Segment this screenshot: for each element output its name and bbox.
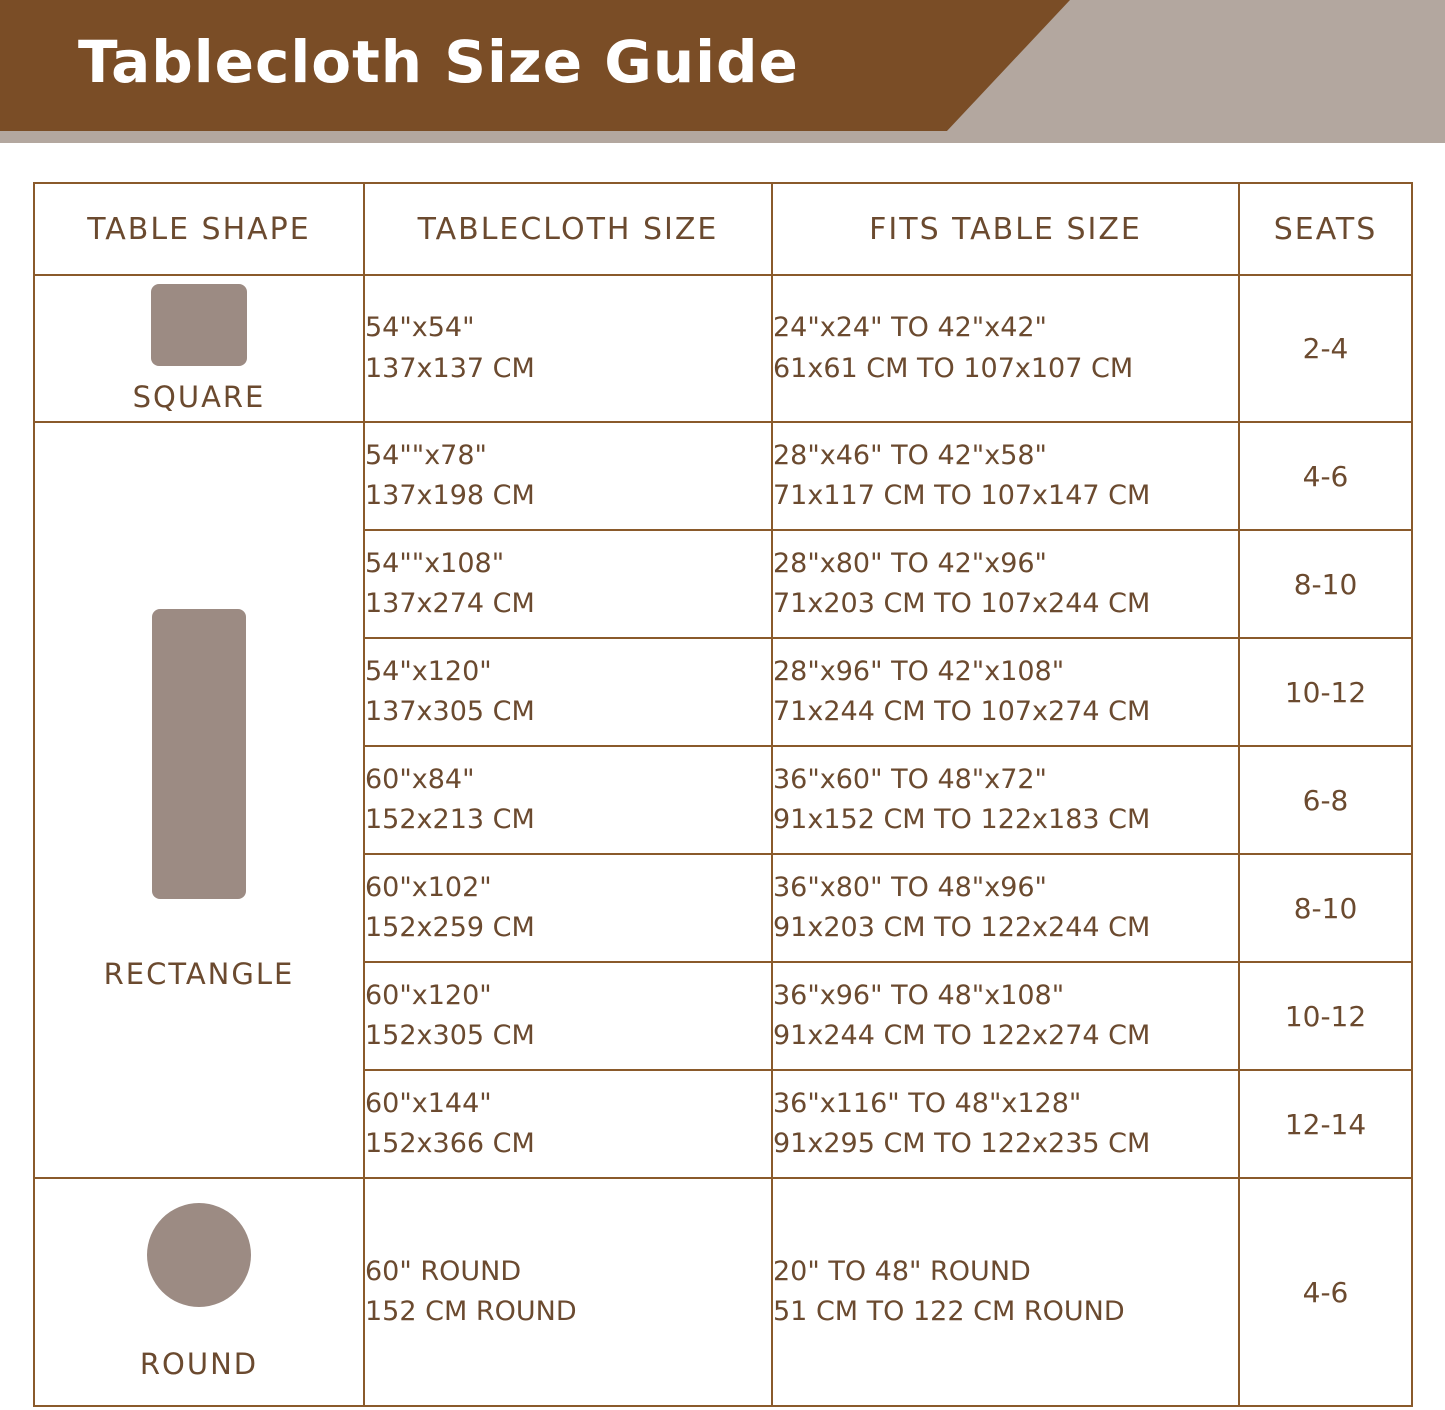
fits-cm: 91x203 CM TO 122x244 CM [773, 912, 1151, 943]
column-header-table-shape: TABLE SHAPE [34, 183, 364, 275]
fits-inches: 28"x46" TO 42"x58" [773, 439, 1047, 471]
seats-cell: 12-14 [1239, 1070, 1412, 1178]
fits-cm: 61x61 CM TO 107x107 CM [773, 352, 1134, 384]
fits-cm: 71x203 CM TO 107x244 CM [773, 588, 1151, 619]
fits-table-size-cell [772, 638, 1239, 746]
seats-cell: 8-10 [1239, 530, 1412, 638]
tablecloth-size-cell [364, 530, 772, 638]
tablecloth-size-cell [364, 854, 772, 962]
round-shape-icon [147, 1203, 251, 1307]
fits-inches: 36"x96" TO 48"x108" [773, 979, 1065, 1011]
size-cm: 137x274 CM [365, 588, 535, 619]
shape-cell-rectangle [34, 422, 364, 1178]
size-cm: 137x137 CM [365, 352, 535, 384]
shape-label-square: SQUARE [132, 379, 266, 414]
fits-inches: 36"x80" TO 48"x96" [773, 871, 1047, 903]
seats-cell: 4-6 [1239, 1178, 1412, 1406]
size-inches: 60"x144" [365, 1087, 492, 1119]
fits-cm: 71x244 CM TO 107x274 CM [773, 696, 1151, 727]
tablecloth-size-cell [364, 1070, 772, 1178]
fits-inches: 24"x24" TO 42"x42" [773, 312, 1047, 343]
tablecloth-size-cell [364, 1178, 772, 1406]
fits-cm: 51 CM TO 122 CM ROUND [773, 1296, 1125, 1327]
square-shape-icon [151, 284, 247, 366]
table-header-row [34, 183, 1412, 275]
shape-cell-square [34, 275, 364, 422]
fits-cm: 91x152 CM TO 122x183 CM [773, 804, 1151, 835]
size-cm: 137x198 CM [365, 480, 535, 511]
size-cm: 152x259 CM [365, 912, 535, 943]
seats-cell: 2-4 [1239, 275, 1412, 422]
size-inches: 54"x54" [365, 312, 475, 343]
size-cm: 137x305 CM [365, 696, 535, 727]
seats-cell: 6-8 [1239, 746, 1412, 854]
fits-table-size-cell [772, 530, 1239, 638]
page-header [0, 0, 1445, 143]
seats-cell: 10-12 [1239, 638, 1412, 746]
size-guide-table [33, 182, 1413, 1407]
column-header-seats: SEATS [1239, 183, 1412, 275]
size-cm: 152x366 CM [365, 1128, 535, 1159]
tablecloth-size-cell [364, 746, 772, 854]
fits-table-size-cell [772, 1178, 1239, 1406]
fits-cm: 91x295 CM TO 122x235 CM [773, 1128, 1151, 1159]
size-inches: 60" ROUND [365, 1255, 522, 1287]
fits-cm: 91x244 CM TO 122x274 CM [773, 1020, 1151, 1051]
tablecloth-size-cell [364, 638, 772, 746]
fits-inches: 36"x60" TO 48"x72" [773, 763, 1047, 795]
size-guide-table-wrap [33, 182, 1411, 1407]
seats-cell: 10-12 [1239, 962, 1412, 1070]
fits-inches: 36"x116" TO 48"x128" [773, 1087, 1082, 1119]
fits-inches: 28"x96" TO 42"x108" [773, 655, 1065, 687]
shape-label-round: ROUND [139, 1347, 259, 1381]
fits-table-size-cell [772, 854, 1239, 962]
page-title: Tablecloth Size Guide [78, 28, 799, 96]
fits-inches: 28"x80" TO 42"x96" [773, 547, 1047, 579]
shape-label-rectangle: RECTANGLE [103, 957, 295, 991]
column-header-tablecloth-size: TABLECLOTH SIZE [364, 183, 772, 275]
size-inches: 60"x102" [365, 871, 492, 903]
size-inches: 54""x108" [365, 547, 505, 579]
fits-inches: 20" TO 48" ROUND [773, 1255, 1031, 1287]
shape-cell-round [34, 1178, 364, 1406]
fits-table-size-cell [772, 746, 1239, 854]
size-cm: 152x305 CM [365, 1020, 535, 1051]
seats-cell: 4-6 [1239, 422, 1412, 530]
fits-table-size-cell [772, 422, 1239, 530]
size-inches: 54""x78" [365, 439, 487, 471]
size-inches: 60"x84" [365, 763, 475, 795]
fits-table-size-cell [772, 275, 1239, 422]
rectangle-shape-icon [152, 609, 246, 899]
table-row [34, 275, 1412, 422]
fits-table-size-cell [772, 1070, 1239, 1178]
tablecloth-size-cell [364, 422, 772, 530]
fits-table-size-cell [772, 962, 1239, 1070]
column-header-fits-table-size: FITS TABLE SIZE [772, 183, 1239, 275]
size-inches: 60"x120" [365, 979, 492, 1011]
seats-cell: 8-10 [1239, 854, 1412, 962]
table-row [34, 422, 1412, 530]
fits-cm: 71x117 CM TO 107x147 CM [773, 480, 1151, 511]
tablecloth-size-cell [364, 962, 772, 1070]
table-row [34, 1178, 1412, 1406]
tablecloth-size-cell [364, 275, 772, 422]
size-cm: 152 CM ROUND [365, 1296, 577, 1327]
size-cm: 152x213 CM [365, 804, 535, 835]
size-inches: 54"x120" [365, 655, 492, 687]
